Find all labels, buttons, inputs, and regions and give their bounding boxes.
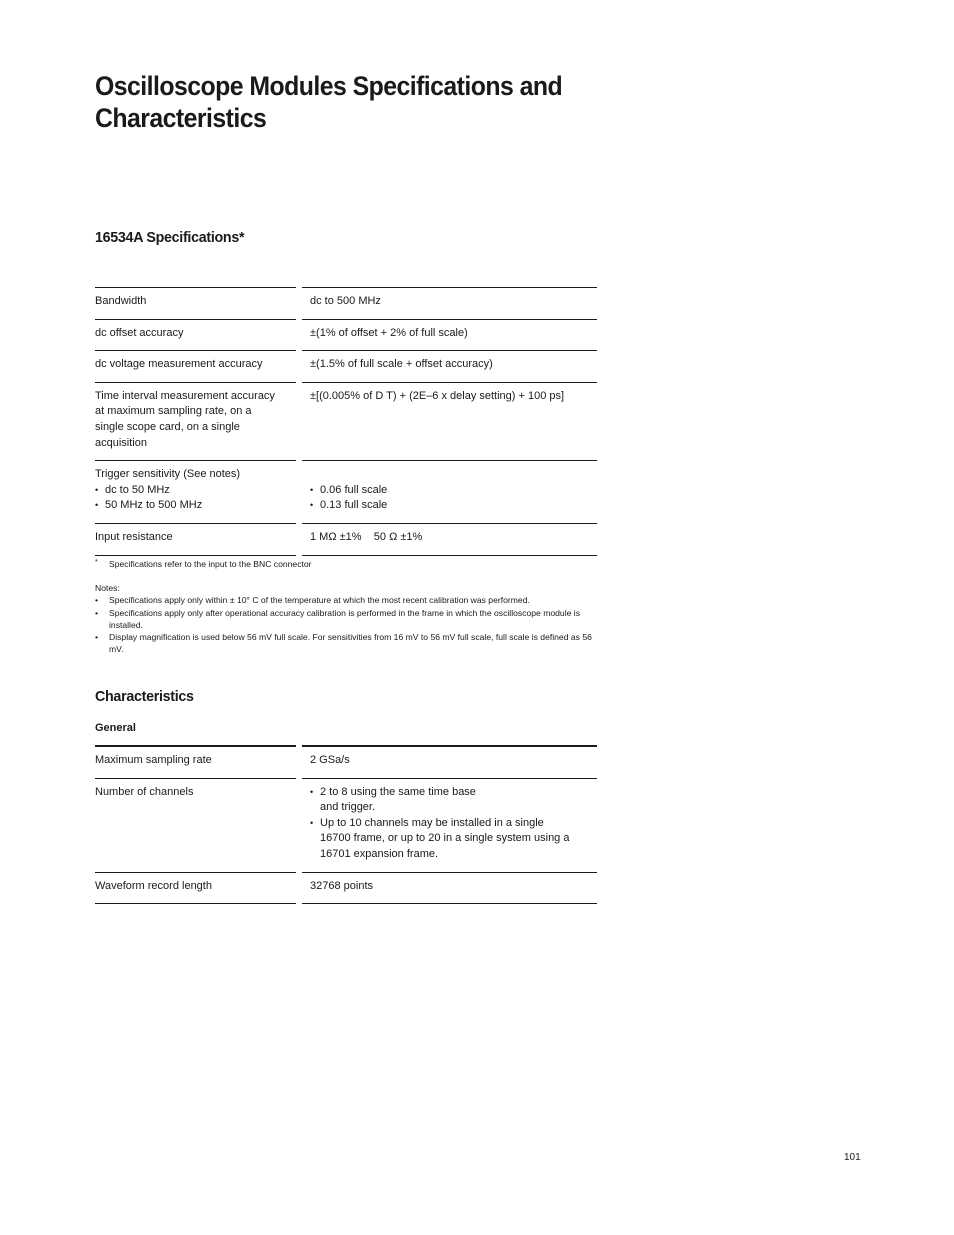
footnote-text: Specifications refer to the input to the BNC connector [109, 559, 312, 569]
spec-value: dc to 500 MHz [302, 288, 597, 320]
spec-label: dc offset accuracy [95, 320, 296, 352]
list-item: • Up to 10 channels may be installed in a single 16700 frame, or up to 20 in a single system using a 16701 expansion frame. [310, 816, 575, 863]
list-item: • 0.06 full scale [310, 483, 597, 499]
spec-value: 2 GSa/s [302, 747, 597, 779]
trigger-values-cell [302, 461, 597, 524]
spec-label: Time interval measurement accuracy at maximum sampling rate, on a single scope card, on a single acquisition [95, 383, 296, 461]
table-row [95, 873, 597, 905]
spec-label: Trigger sensitivity (See notes) [95, 468, 241, 481]
spec-label: Input resistance [95, 524, 296, 556]
table-row [95, 351, 597, 383]
table-row [95, 288, 597, 320]
spec-label: Bandwidth [95, 288, 296, 320]
table-row [95, 524, 597, 556]
channels-values-cell [302, 779, 597, 873]
spec-label: Number of channels [95, 779, 296, 873]
table-row [95, 461, 597, 524]
spec-label: dc voltage measurement accuracy [95, 351, 296, 383]
spec-value: 32768 points [302, 873, 597, 905]
list-item: • 2 to 8 using the same time base and trigger. [310, 785, 575, 816]
list-item: • 0.13 full scale [310, 498, 597, 514]
notes-heading: Notes: [95, 583, 120, 594]
spec-value: ±(1% of offset + 2% of full scale) [302, 320, 597, 352]
characteristics-table [95, 745, 597, 904]
spec-label: Waveform record length [95, 873, 296, 905]
page-title: Oscilloscope Modules Specifications and Characteristics [95, 71, 563, 133]
notes-block [95, 558, 595, 655]
page-number: 101 [844, 1152, 861, 1163]
table-row [95, 779, 597, 873]
specifications-heading: 16534A Specifications* [95, 229, 245, 246]
table-row [95, 383, 597, 461]
note-item: • Display magnification is used below 56 mV full scale. For sensitivities from 16 mV to 56 mV full scale, full scale is defined as 56 mV. [95, 631, 595, 655]
trigger-sensitivity-cell [95, 461, 296, 524]
spec-label: Maximum sampling rate [95, 747, 296, 779]
specifications-table [95, 287, 597, 556]
characteristics-heading: Characteristics [95, 688, 194, 705]
spec-value: ±(1.5% of full scale + offset accuracy) [302, 351, 597, 383]
spec-value: ±[(0.005% of D T) + (2E–6 x delay setting) + 100 ps] [302, 383, 597, 461]
note-item: • Specifications apply only after operational accuracy calibration is performed in the frame in which the oscilloscope module is installed. [95, 607, 595, 631]
list-item: • 50 MHz to 500 MHz [95, 498, 296, 514]
list-item: • dc to 50 MHz [95, 483, 296, 499]
footnote [95, 558, 595, 570]
table-row [95, 320, 597, 352]
table-row [95, 747, 597, 779]
spec-value: 1 MΩ ±1% 50 Ω ±1% [302, 524, 597, 556]
note-item: • Specifications apply only within ± 10° C of the temperature at which the most recent calibration was performed. [95, 594, 595, 606]
general-subheading: General [95, 722, 136, 734]
footnote-mark: * [95, 559, 98, 566]
